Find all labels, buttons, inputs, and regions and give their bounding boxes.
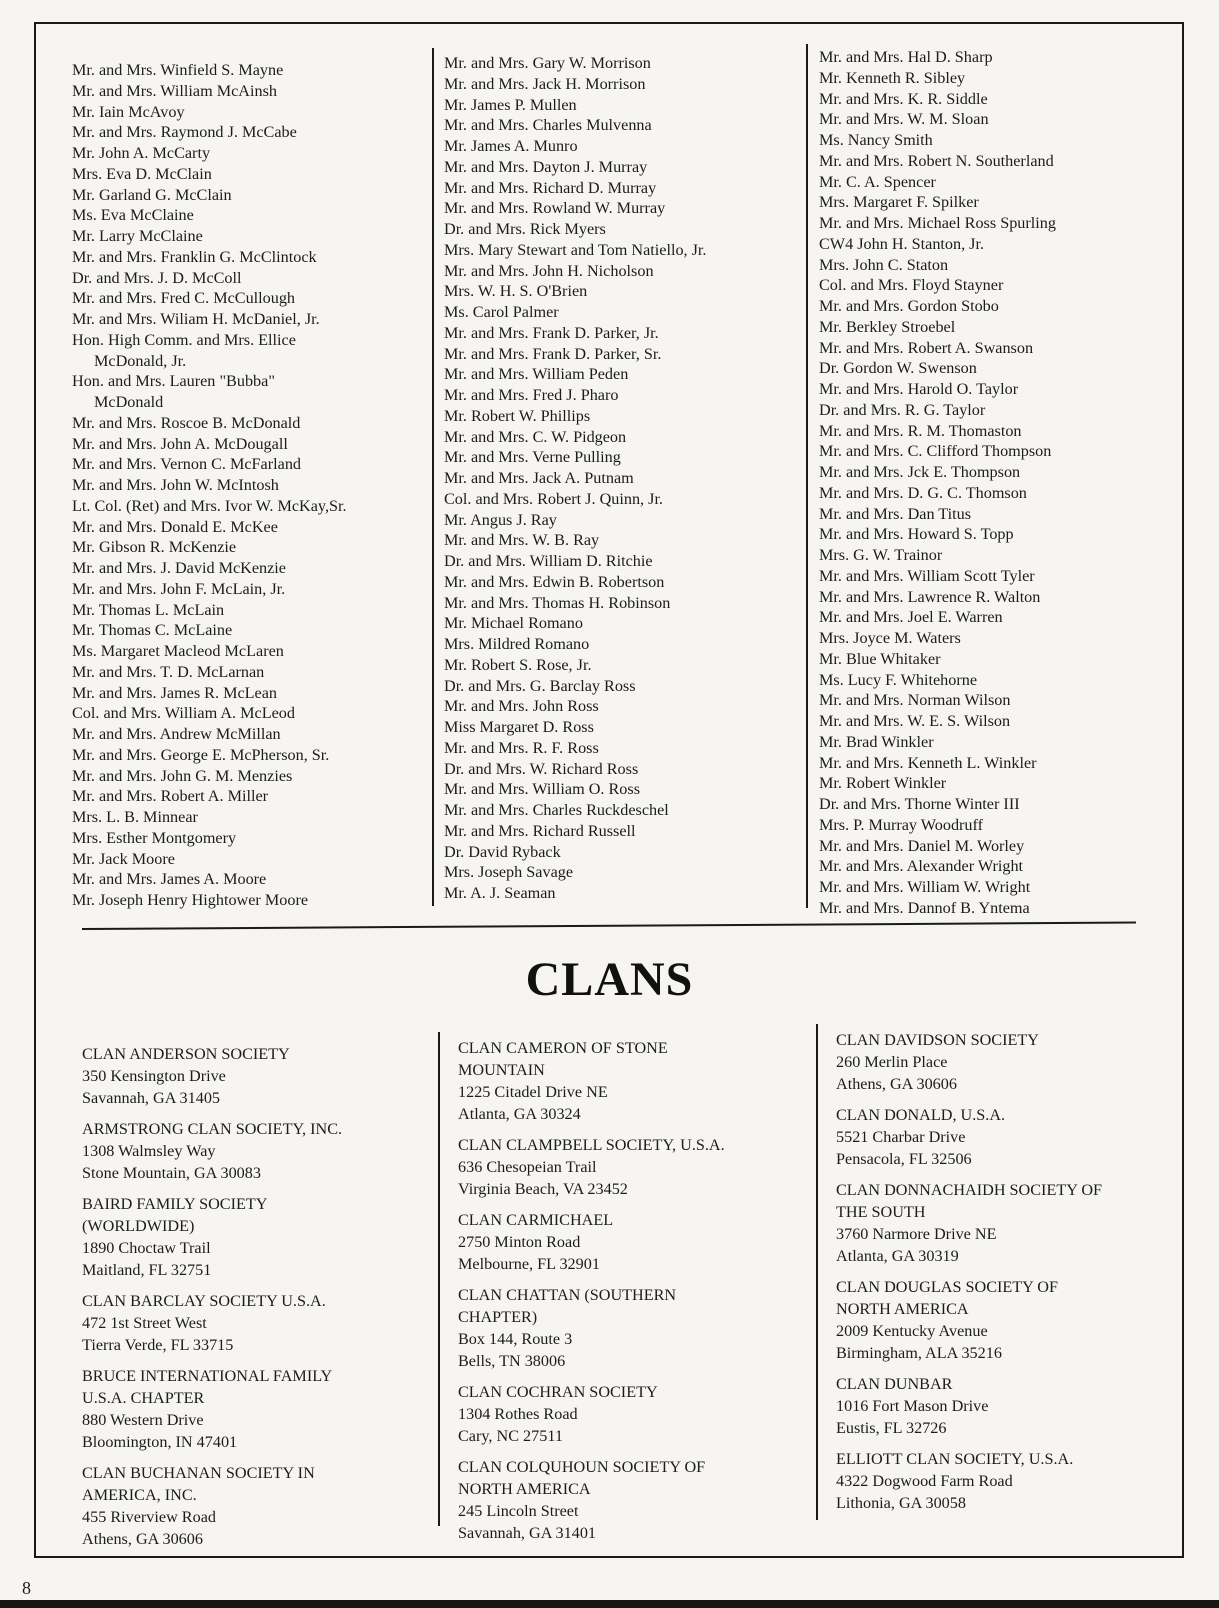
clan-address-line: Box 144, Route 3 bbox=[458, 1330, 573, 1348]
clan-address-line: 260 Merlin Place bbox=[836, 1053, 948, 1071]
clan-name: THE SOUTH bbox=[836, 1203, 926, 1221]
member-name: Mr. and Mrs. Charles Mulvenna bbox=[444, 116, 652, 135]
member-name: Dr. and Mrs. R. G. Taylor bbox=[819, 400, 986, 419]
clan-name: CLAN CLAMPBELL SOCIETY, U.S.A. bbox=[458, 1136, 725, 1154]
clan-column-3 bbox=[836, 1029, 1181, 1523]
member-name: Mr. and Mrs. John A. McDougall bbox=[72, 434, 288, 453]
clan-name: CLAN BUCHANAN SOCIETY IN bbox=[82, 1464, 315, 1482]
member-name: Dr. and Mrs. W. Richard Ross bbox=[444, 759, 639, 778]
clan-address-line: 2009 Kentucky Avenue bbox=[836, 1322, 988, 1340]
clan-name: CLAN DUNBAR bbox=[836, 1375, 953, 1393]
page-number: 8 bbox=[22, 1578, 31, 1598]
member-name: Mr. and Mrs. Kenneth L. Winkler bbox=[819, 753, 1037, 772]
member-name: Mr. Berkley Stroebel bbox=[819, 317, 956, 336]
member-name: Col. and Mrs. Floyd Stayner bbox=[819, 276, 1004, 295]
member-name: Mr. and Mrs. Michael Ross Spurling bbox=[819, 214, 1056, 232]
clan-name: CLAN BARCLAY SOCIETY U.S.A. bbox=[82, 1292, 326, 1310]
clan-address-line: 3760 Narmore Drive NE bbox=[836, 1225, 997, 1243]
clan-address-line: Athens, GA 30606 bbox=[836, 1075, 957, 1093]
member-name: Mr. Michael Romano bbox=[444, 614, 583, 633]
clan-entry bbox=[458, 1381, 803, 1447]
clan-address-line: Savannah, GA 31401 bbox=[458, 1524, 597, 1542]
clan-name: ARMSTRONG CLAN SOCIETY, INC. bbox=[82, 1120, 343, 1138]
clan-address-line: 5521 Charbar Drive bbox=[836, 1128, 966, 1146]
column-divider-2 bbox=[806, 44, 808, 908]
clan-name: (WORLDWIDE) bbox=[82, 1217, 195, 1235]
clan-name: NORTH AMERICA bbox=[458, 1480, 591, 1498]
clan-entry bbox=[458, 1134, 803, 1200]
member-name: Mr. and Mrs. Richard D. Murray bbox=[444, 178, 657, 197]
member-name: Mr. and Mrs. Robert N. Southerland bbox=[819, 151, 1054, 170]
member-name: Dr. David Ryback bbox=[444, 842, 561, 861]
member-name: Mr. C. A. Spencer bbox=[819, 172, 936, 191]
bottom-edge bbox=[0, 1600, 1219, 1608]
member-name: Mr. and Mrs. D. G. C. Thomson bbox=[819, 483, 1027, 502]
member-name: Mrs. W. H. S. O'Brien bbox=[444, 282, 588, 301]
member-name: Mr. and Mrs. John Ross bbox=[444, 697, 599, 716]
clan-address-line: Eustis, FL 32726 bbox=[836, 1419, 947, 1437]
member-name: Mr. and Mrs. Donald E. McKee bbox=[72, 517, 278, 536]
member-name: Mr. and Mrs. C. W. Pidgeon bbox=[444, 427, 627, 446]
member-name: Mr. and Mrs. Lawrence R. Walton bbox=[819, 587, 1041, 606]
member-name: Mr. and Mrs. Charles Ruckdeschel bbox=[444, 801, 669, 819]
clan-name: ELLIOTT CLAN SOCIETY, U.S.A. bbox=[836, 1450, 1074, 1468]
clan-name: CLAN CHATTAN (SOUTHERN bbox=[458, 1286, 677, 1304]
member-name: Mrs. Eva D. McClain bbox=[72, 164, 212, 183]
clan-entry bbox=[458, 1456, 803, 1544]
member-name: Dr. and Mrs. Thorne Winter III bbox=[819, 795, 1020, 813]
clan-address-line: 455 Riverview Road bbox=[82, 1508, 216, 1526]
member-name: Mr. and Mrs. William W. Wright bbox=[819, 878, 1031, 896]
clan-name: BAIRD FAMILY SOCIETY bbox=[82, 1195, 268, 1213]
member-name: Ms. Lucy F. Whitehorne bbox=[819, 670, 978, 689]
clan-entry bbox=[458, 1284, 803, 1372]
member-name: Mr. Robert W. Phillips bbox=[444, 406, 591, 425]
member-name: Mr. and Mrs. T. D. McLarnan bbox=[72, 662, 265, 681]
member-name: Col. and Mrs. William A. McLeod bbox=[72, 704, 295, 723]
member-name: Mr. and Mrs. Dannof B. Yntema bbox=[819, 898, 1030, 917]
member-name: Mr. and Mrs. Edwin B. Robertson bbox=[444, 572, 665, 591]
clan-address-line: 4322 Dogwood Farm Road bbox=[836, 1472, 1013, 1490]
clan-address-line: 1890 Choctaw Trail bbox=[82, 1239, 211, 1257]
clan-entry bbox=[82, 1462, 427, 1550]
member-name: Mrs. Mildred Romano bbox=[444, 635, 590, 653]
member-name: Mr. A. J. Seaman bbox=[444, 884, 556, 902]
clan-address-line: Stone Mountain, GA 30083 bbox=[82, 1164, 261, 1182]
clan-address-line: 1304 Rothes Road bbox=[458, 1405, 578, 1423]
clan-address-line: Birmingham, ALA 35216 bbox=[836, 1344, 1002, 1362]
clan-divider-2 bbox=[816, 1024, 818, 1520]
clan-name: CLAN DONNACHAIDH SOCIETY OF bbox=[836, 1181, 1103, 1199]
member-name: Mr. and Mrs. Fred C. McCullough bbox=[72, 289, 296, 308]
member-name: Mr. Robert Winkler bbox=[819, 774, 947, 793]
member-name: Mr. Iain McAvoy bbox=[72, 102, 185, 121]
member-name: Mr. James P. Mullen bbox=[444, 95, 577, 114]
member-name: Mr. and Mrs. Jck E. Thompson bbox=[819, 463, 1021, 481]
member-name: Mr. and Mrs. J. David McKenzie bbox=[72, 559, 286, 577]
member-name: Mr. and Mrs. Joel E. Warren bbox=[819, 608, 1003, 627]
member-name: Mrs. Esther Montgomery bbox=[72, 828, 237, 847]
member-name: Mr. and Mrs. James A. Moore bbox=[72, 870, 267, 889]
clan-name: CHAPTER) bbox=[458, 1308, 538, 1326]
member-name: Dr. and Mrs. G. Barclay Ross bbox=[444, 676, 636, 695]
clan-address-line: Cary, NC 27511 bbox=[458, 1427, 563, 1445]
member-name: Mr. and Mrs. Robert A. Swanson bbox=[819, 338, 1034, 357]
clan-address-line: 880 Western Drive bbox=[82, 1411, 204, 1429]
member-name: Mr. and Mrs. Winfield S. Mayne bbox=[72, 61, 284, 79]
member-name: Ms. Eva McClaine bbox=[72, 206, 194, 225]
member-name: Mr. James A. Munro bbox=[444, 137, 578, 155]
clan-name: CLAN DONALD, U.S.A. bbox=[836, 1106, 1006, 1124]
member-name: Ms. Margaret Macleod McLaren bbox=[72, 642, 284, 660]
member-name: Mr. and Mrs. Jack A. Putnam bbox=[444, 469, 634, 487]
member-name: Mr. Jack Moore bbox=[72, 849, 175, 868]
member-name: Mr. and Mrs. Rowland W. Murray bbox=[444, 199, 666, 218]
member-name: Mr. Thomas C. McLaine bbox=[72, 621, 233, 640]
member-name: Mr. and Mrs. Dayton J. Murray bbox=[444, 157, 648, 176]
clan-entry bbox=[82, 1365, 427, 1453]
member-name: Mr. Robert S. Rose, Jr. bbox=[444, 655, 592, 674]
member-name: Mr. and Mrs. John W. McIntosh bbox=[72, 476, 279, 494]
clan-entry bbox=[82, 1193, 427, 1281]
clan-name: U.S.A. CHAPTER bbox=[82, 1389, 205, 1407]
clans-heading: CLANS bbox=[525, 953, 694, 1006]
clan-address-line: Maitland, FL 32751 bbox=[82, 1261, 212, 1279]
member-name: Mr. Gibson R. McKenzie bbox=[72, 538, 237, 557]
clan-name: CLAN CARMICHAEL bbox=[458, 1211, 614, 1229]
member-name: Mr. and Mrs. Dan Titus bbox=[819, 504, 972, 523]
clan-name: CLAN ANDERSON SOCIETY bbox=[82, 1045, 290, 1063]
clan-address-line: 636 Chesopeian Trail bbox=[458, 1158, 597, 1176]
clan-entry bbox=[836, 1373, 1181, 1439]
member-name: Mr. and Mrs. Hal D. Sharp bbox=[819, 48, 993, 66]
clan-address-line: 472 1st Street West bbox=[82, 1314, 207, 1332]
member-name: Mr. and Mrs. William Peden bbox=[444, 365, 629, 384]
member-name: Mrs. Joseph Savage bbox=[444, 863, 574, 882]
member-name: Mr. Joseph Henry Hightower Moore bbox=[72, 891, 309, 909]
clan-name: CLAN CAMERON OF STONE bbox=[458, 1039, 668, 1057]
member-name: Mr. and Mrs. John H. Nicholson bbox=[444, 261, 654, 280]
member-name: Mr. Brad Winkler bbox=[819, 732, 934, 751]
member-name: Mr. and Mrs. James R. McLean bbox=[72, 683, 278, 702]
clan-address-line: 1016 Fort Mason Drive bbox=[836, 1397, 989, 1415]
clan-entry bbox=[836, 1276, 1181, 1364]
clan-address-line: Atlanta, GA 30319 bbox=[836, 1247, 959, 1265]
member-name: Mrs. P. Murray Woodruff bbox=[819, 815, 984, 834]
member-name: Mr. and Mrs. Gary W. Morrison bbox=[444, 54, 651, 72]
clan-name: CLAN COCHRAN SOCIETY bbox=[458, 1383, 658, 1401]
member-name: Ms. Carol Palmer bbox=[444, 303, 559, 321]
clan-address-line: Tierra Verde, FL 33715 bbox=[82, 1336, 234, 1354]
clan-address-line: Savannah, GA 31405 bbox=[82, 1089, 221, 1107]
member-name: Mr. and Mrs. Fred J. Pharo bbox=[444, 386, 619, 404]
member-name: Miss Margaret D. Ross bbox=[444, 718, 594, 736]
member-name: Mr. and Mrs. William Scott Tyler bbox=[819, 566, 1035, 585]
member-name: Mr. and Mrs. Harold O. Taylor bbox=[819, 380, 1019, 398]
clan-address-line: Bloomington, IN 47401 bbox=[82, 1433, 238, 1451]
clan-address-line: 1225 Citadel Drive NE bbox=[458, 1083, 608, 1101]
clan-name: AMERICA, INC. bbox=[82, 1486, 197, 1504]
member-name: Hon. and Mrs. Lauren "Bubba" bbox=[72, 372, 275, 391]
member-name: Hon. High Comm. and Mrs. Ellice bbox=[72, 330, 296, 349]
clan-entry bbox=[82, 1118, 427, 1184]
member-column-1 bbox=[72, 60, 417, 911]
member-name: Dr. Gordon W. Swenson bbox=[819, 359, 977, 378]
member-name: Mrs. Margaret F. Spilker bbox=[819, 193, 979, 212]
member-column-3 bbox=[819, 47, 1164, 919]
clan-address-line: 245 Lincoln Street bbox=[458, 1502, 579, 1520]
member-name: Dr. and Mrs. J. D. McColl bbox=[72, 268, 242, 287]
clan-entry bbox=[82, 1043, 427, 1109]
member-name: Mr. and Mrs. Verne Pulling bbox=[444, 448, 621, 467]
clan-name: CLAN DOUGLAS SOCIETY OF bbox=[836, 1278, 1058, 1296]
clan-address-line: 2750 Minton Road bbox=[458, 1233, 581, 1251]
member-name: Mr. and Mrs. George E. McPherson, Sr. bbox=[72, 745, 330, 764]
member-name: Mr. and Mrs. Robert A. Miller bbox=[72, 787, 269, 806]
member-name: Mr. Larry McClaine bbox=[72, 227, 203, 245]
clan-entry bbox=[836, 1179, 1181, 1267]
clan-address-line: Pensacola, FL 32506 bbox=[836, 1150, 972, 1168]
member-name: Mr. and Mrs. Frank D. Parker, Sr. bbox=[444, 344, 662, 363]
clan-entry bbox=[836, 1104, 1181, 1170]
clan-entry bbox=[82, 1290, 427, 1356]
member-name: Mr. and Mrs. K. R. Siddle bbox=[819, 89, 988, 108]
member-name: Mr. John A. McCarty bbox=[72, 144, 211, 162]
member-name: Mr. and Mrs. Thomas H. Robinson bbox=[444, 593, 671, 612]
member-name: Mr. Blue Whitaker bbox=[819, 649, 941, 668]
member-name: McDonald, Jr. bbox=[94, 351, 187, 370]
column-divider-1 bbox=[432, 48, 434, 906]
member-name: Mr. and Mrs. Roscoe B. McDonald bbox=[72, 413, 301, 432]
member-name: Mr. and Mrs. C. Clifford Thompson bbox=[819, 442, 1052, 461]
member-name: Mrs. Joyce M. Waters bbox=[819, 629, 961, 647]
clan-address-line: Atlanta, GA 30324 bbox=[458, 1105, 581, 1123]
member-name: Mr. and Mrs. Jack H. Morrison bbox=[444, 74, 646, 93]
member-name: Mr. and Mrs. W. M. Sloan bbox=[819, 110, 989, 129]
member-name: Mr. and Mrs. Richard Russell bbox=[444, 821, 636, 840]
member-name: Mr. and Mrs. John F. McLain, Jr. bbox=[72, 579, 286, 598]
member-name: Mr. and Mrs. Wiliam H. McDaniel, Jr. bbox=[72, 310, 320, 328]
member-name: Mr. and Mrs. W. B. Ray bbox=[444, 531, 600, 550]
member-name: Mr. and Mrs. Norman Wilson bbox=[819, 691, 1011, 710]
member-name: Mr. and Mrs. Daniel M. Worley bbox=[819, 836, 1025, 855]
clan-entry bbox=[836, 1029, 1181, 1095]
clan-name: BRUCE INTERNATIONAL FAMILY bbox=[82, 1367, 333, 1385]
clan-address-line: 1308 Walmsley Way bbox=[82, 1142, 216, 1160]
member-name: Mrs. Mary Stewart and Tom Natiello, Jr. bbox=[444, 240, 707, 259]
member-name: McDonald bbox=[94, 393, 164, 411]
member-name: Mr. and Mrs. Frank D. Parker, Jr. bbox=[444, 323, 659, 342]
clan-address-line: 350 Kensington Drive bbox=[82, 1067, 226, 1085]
member-name: Mrs. L. B. Minnear bbox=[72, 808, 198, 826]
member-name: Mr. and Mrs. Gordon Stobo bbox=[819, 297, 999, 315]
clan-address-line: Lithonia, GA 30058 bbox=[836, 1494, 966, 1512]
member-name: Mr. and Mrs. John G. M. Menzies bbox=[72, 766, 293, 785]
member-name: Mr. and Mrs. W. E. S. Wilson bbox=[819, 712, 1011, 730]
member-name: Mr. and Mrs. Franklin G. McClintock bbox=[72, 247, 317, 266]
member-name: Mr. and Mrs. William McAinsh bbox=[72, 81, 277, 100]
member-name: Mr. Garland G. McClain bbox=[72, 185, 232, 204]
clan-address-line: Melbourne, FL 32901 bbox=[458, 1255, 600, 1273]
member-name: Mr. and Mrs. R. M. Thomaston bbox=[819, 421, 1022, 440]
clan-entry bbox=[836, 1448, 1181, 1514]
member-name: Mr. and Mrs. Raymond J. McCabe bbox=[72, 123, 297, 142]
member-name: Ms. Nancy Smith bbox=[819, 131, 933, 149]
clan-name: CLAN DAVIDSON SOCIETY bbox=[836, 1031, 1039, 1049]
clan-address-line: Bells, TN 38006 bbox=[458, 1352, 566, 1370]
member-name: Lt. Col. (Ret) and Mrs. Ivor W. McKay,Sr. bbox=[72, 496, 347, 515]
clan-address-line: Athens, GA 30606 bbox=[82, 1530, 203, 1548]
member-name: Dr. and Mrs. William D. Ritchie bbox=[444, 552, 653, 570]
member-name: Mr. Kenneth R. Sibley bbox=[819, 68, 966, 87]
member-name: Mr. Thomas L. McLain bbox=[72, 600, 225, 619]
clan-column-2 bbox=[458, 1037, 803, 1553]
member-name: Col. and Mrs. Robert J. Quinn, Jr. bbox=[444, 489, 663, 508]
member-name: Mr. and Mrs. R. F. Ross bbox=[444, 738, 599, 757]
member-name: Mr. and Mrs. Andrew McMillan bbox=[72, 725, 281, 743]
clan-address-line: Virginia Beach, VA 23452 bbox=[458, 1180, 628, 1198]
member-name: Mrs. John C. Staton bbox=[819, 255, 949, 274]
member-column-2 bbox=[444, 53, 789, 904]
member-name: Mrs. G. W. Trainor bbox=[819, 546, 943, 564]
member-name: Mr. and Mrs. Alexander Wright bbox=[819, 857, 1024, 876]
clan-column-1 bbox=[82, 1043, 427, 1559]
clan-name: MOUNTAIN bbox=[458, 1061, 545, 1079]
clan-name: NORTH AMERICA bbox=[836, 1300, 969, 1318]
member-name: CW4 John H. Stanton, Jr. bbox=[819, 234, 985, 253]
clan-divider-1 bbox=[438, 1032, 440, 1526]
member-name: Mr. and Mrs. Howard S. Topp bbox=[819, 525, 1014, 544]
member-name: Dr. and Mrs. Rick Myers bbox=[444, 220, 606, 238]
member-name: Mr. and Mrs. William O. Ross bbox=[444, 780, 641, 799]
member-name: Mr. and Mrs. Vernon C. McFarland bbox=[72, 455, 302, 474]
clan-entry bbox=[458, 1209, 803, 1275]
clan-entry bbox=[458, 1037, 803, 1125]
member-name: Mr. Angus J. Ray bbox=[444, 510, 557, 529]
clan-name: CLAN COLQUHOUN SOCIETY OF bbox=[458, 1458, 706, 1476]
